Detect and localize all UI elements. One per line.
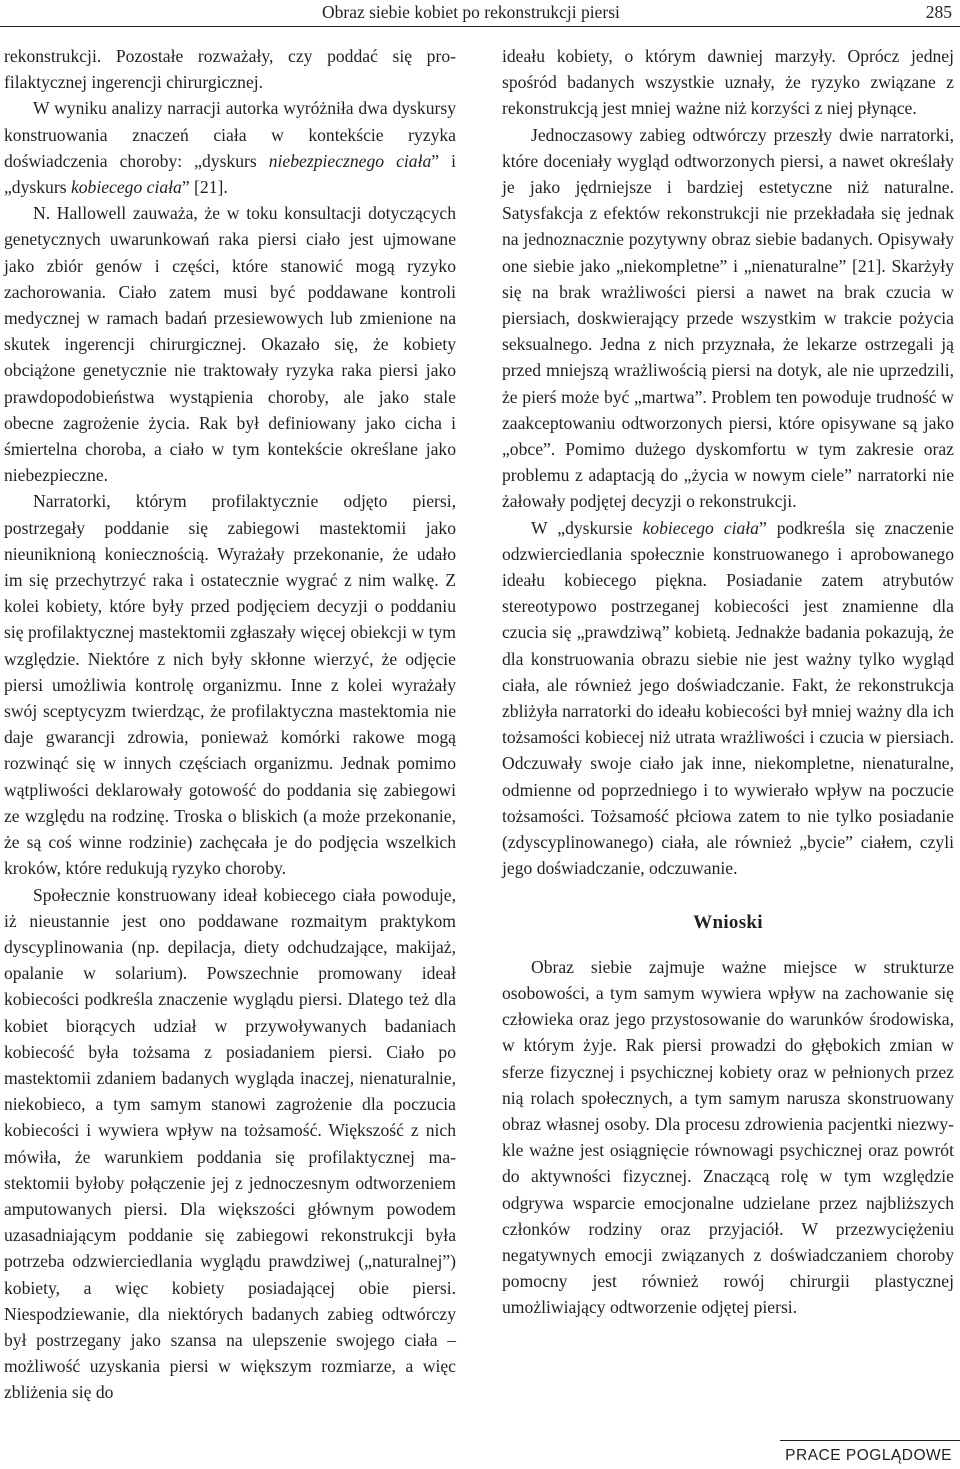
- section-label: PRACE POGLĄDOWE: [785, 1447, 952, 1464]
- paragraph: N. Hallowell zauważa, że w toku konsultacji dotyczących genetycznych uwarunkowań raka piersi ciało jest ujmowane jako zbiór genów i części, które stanowić mogą ryzyko zachorowania. Ciało zatem musi być poddawane kontroli medycznej w ramach badań przesiewowych lub zmienione na skutek ingerencji chirurgicznej. Okazało się, że kobiety obciążone genetycznie nie traktowały ryzyka raka piersi jako prawdopodobieństwa wystąpienia choroby, ale jako stale obecne zagrożenie życia. Rak był definiowany jako cicha i śmiertelna choroba, a ciało w tym kontekście określane jako niebezpieczne.: [4, 203, 456, 486]
- paragraph: [4, 95, 456, 200]
- page-header: [0, 0, 960, 27]
- paragraph: Obraz siebie zajmuje ważne miejsce w strukturze osobowości, a tym samym wywiera wpływ na zachowanie się człowieka oraz jego przystosowanie do warunków środowiska, w którym żyje. Rak piersi prowadzi do głębokich zmian w sferze fizycznej i psychicznej kobiety oraz w pełnionych przez nią rolach społecznych, a tym samym narusza skonstruowany obraz własnej osoby. Dla procesu zdrowienia pacjentki niezwykle ważne jest osiągnięcie równowagi psychicznej oraz powrót do aktywności fizycznej. Znaczącą rolę w tym względzie odgrywa wsparcie emocjonalne udzielane przez najbliższych członków rodziny oraz przyjaciół. W przezwyciężeniu negatywnych emocji związanych z doświadczaniem choroby pomocny jest również rowój chirurgii plastycznej umożliwiający odtworzenie odjętej piersi.: [502, 956, 954, 1318]
- text-run: ” [21].: [181, 177, 228, 198]
- italic-term: kobiecego ciała: [70, 177, 182, 198]
- italic-term: kobiecego ciała: [642, 517, 759, 538]
- running-title: Obraz siebie kobiet po rekonstrukcji piersi: [322, 2, 620, 22]
- footer-rule: [780, 1440, 960, 1441]
- paragraph: Społecznie konstruowany ideał kobiecego ciała powoduje, iż nieustannie jest ono poddawane rozmaitym praktykom dyscyplinowania (np. depilacja, diety odchudzające, makijaż, opalanie w solarium). Powszechnie promowany ideał kobiecości podkreśla znaczenie wyglądu piersi. Dlatego też dla kobiet biorących udział w przywoływanych badaniach kobiecość była tożsama z posiadaniem piersi. Ciało po mastektomii zdaniem badanych wygląda inaczej, nienaturalnie, niekobieco, a tym samym stanowi zagrożenie dla poczucia kobiecości i wywiera wpływ na tożsamość. Większość z nich mówiła, że warunkiem poddania się profilaktycznej mastektomii byłoby połączenie jej z jednoczesnym odtworzeniem amputowanych piersi. Dla większości głównym powodem uzasadniającym poddanie się zabiegowi rekonstrukcji była potrzeba odzwierciedlania wyglądu prawdziwej („naturalnej”) kobiety, a więc kobiety posiadającej obie piersi. Niespodziewanie, dla niektórych badanych zabieg odtwórczy był postrzegany jako szansa na ulepszenie swojego ciała – możliwość uzyskania piersi w większym rozmiarze, a więc zbliżenia się do: [4, 884, 456, 1403]
- italic-term: niebezpiecznego ciała: [268, 150, 432, 171]
- right-column: [502, 43, 954, 1321]
- text-run: W wyniku analizy narracji autorka wyróżniła dwa dyskursy konstruowania znaczeń ciała w kontekście ryzyka doświadczenia choroby: „dyskurs: [4, 98, 456, 171]
- text-run: W „dyskursie: [531, 517, 643, 538]
- paragraph-continued: ideału kobiety, o którym dawniej marzyły. Oprócz jednej spośród badanych wszystkie uznały, że ryzyko związane z rekonstrukcją jest mniej ważne niż korzyści z niej płynące.: [502, 46, 954, 119]
- text-run: ” i „dyskurs: [4, 150, 456, 198]
- paragraph: Jednoczasowy zabieg odtwórczy przeszły dwie narratorki, które doceniały wygląd odtworzonych piersi, a nawet określały je jako jędrniejsze i bardziej estetyczne niż naturalne. Satysfakcja z efektów rekonstrukcji nie przekładała się jednak na jednoznacznie pozytywny obraz siebie badanych. Opisywały one siebie jako „niekompletne” i „nienaturalne” [21]. Skarżyły się na brak wrażliwości piersi a nawet na brak czucia w piersiach, doskwierający przede wszystkim w trakcie pożycia seksualnego. Jedna z nich przyznała, że lekarze ostrzegali ją przed mniejszą wrażliwością piersi na dotyk, ale nie uprzedzili, że pierś może być „martwa”. Problem ten powoduje trudność w zaakceptowaniu odtworzonych piersi, które opisywane są jako „obce”. Pomimo dużego dyskomfortu w tym zakresie oraz problemu z adaptacją do „życia w nowym ciele” narratorki nie żałowały podjętej decyzji o rekonstrukcji.: [502, 124, 954, 512]
- left-column: [4, 43, 456, 1406]
- page-number: 285: [925, 2, 952, 22]
- section-heading: Wnioski: [693, 911, 763, 933]
- paragraph: Narratorki, którym profilaktycznie odjęto piersi, postrzegały poddanie się zabiegowi mastektomii jako nieuniknioną koniecznością. Wyrażały przekonanie, że udało im się przechytrzyć raka i ostatecznie wygrać z nim walkę. Z kolei kobiety, które były przed podjęciem decyzji o poddaniu się profilaktycznej mastektomii zgłaszały więcej obiekcji w tym względzie. Niektóre z nich były skłonne wierzyć, że odjęcie piersi umożliwia kontrolę organizmu. Inne z kolei wyrażały swój sceptycyzm twierdząc, że profilaktyczna mastektomia nie daje gwarancji zdrowia, ponieważ komórki rakowe mogą rozwinąć się w innych częściach organizmu. Jednak pomimo wątpliwości deklarowały gotowość do poddania się zabiegowi ze względu na rodzinę. Troska o bliskich (a może przekonanie, że są coś winne rodzinie) zachęcała je do podjęcia wszelkich kroków, które redukują ryzyko choroby.: [4, 491, 456, 879]
- paragraph: [502, 515, 954, 882]
- text-run: ” podkreśla się znaczenie odzwierciedlania społecznie konstruowanego i aprobowanego ideału kobiecego piękna. Posiadanie zatem atrybutów stereotypowo postrzeganej kobiecości jest znamienne dla czucia się „prawdziwą” kobietą. Jednakże badania pokazują, że dla konstruowania obrazu siebie nie jest ważny tylko wygląd ciała, ale również jego doświadczanie. Fakt, że rekonstrukcja zbliżyła narratorki do ideału kobiecości był mniej ważny dla ich tożsamości kobiecej niż utrata wrażliwości i czucia w piersiach. Odczuwały swoje ciało jak inne, niekompletne, nienaturalne, odmienne od poprzedniego i to wywierało wpływ na poczucie tożsamości. Tożsamość płciowa zatem to nie tylko posiadanie (zdyscyplinowanego) ciała, ale również „bycie” ciałem, czyli jego doświadczanie, odczuwanie.: [502, 517, 954, 879]
- paragraph-continued: rekonstrukcji. Pozostałe rozważały, czy poddać się profilaktycznej ingerencji chirurgicznej.: [4, 46, 456, 93]
